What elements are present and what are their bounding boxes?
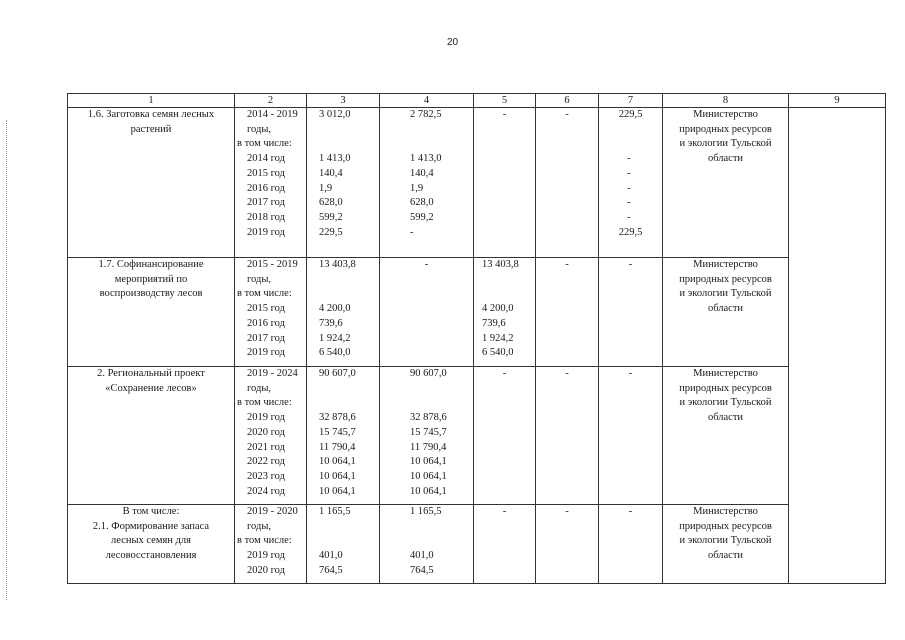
year-label: 2019 год <box>247 550 285 562</box>
col4-value: 1 413,0 <box>410 153 442 165</box>
col3-cell <box>307 505 380 584</box>
col4-value: 11 790,4 <box>410 441 447 453</box>
col3-value: 739,6 <box>319 317 343 329</box>
col7-value: - <box>627 153 631 165</box>
year-label: 2019 год <box>247 412 285 424</box>
period-cell <box>235 258 307 367</box>
col3-value: 401,0 <box>319 550 343 562</box>
period-cell <box>235 108 307 258</box>
col9-cell <box>789 108 886 584</box>
period-line: в том числе: <box>237 535 292 547</box>
activity-name-line: воспроизводству лесов <box>99 288 203 300</box>
col3-value: 10 064,1 <box>319 470 356 482</box>
year-label: 2016 год <box>247 317 285 329</box>
col7-total: 229,5 <box>618 109 643 120</box>
activity-name-line: 2. Региональный проект <box>97 368 205 379</box>
year-label: 2020 год <box>247 426 285 438</box>
col4-value: 15 745,7 <box>410 426 447 438</box>
col3-value: 1 924,2 <box>319 332 351 344</box>
header-row <box>68 94 886 108</box>
executor-cell <box>663 258 789 367</box>
col3-value: 764,5 <box>319 564 343 576</box>
executor-line: и экологии Тульской <box>679 138 772 150</box>
col4-cell <box>380 505 474 584</box>
col3-value: 32 878,6 <box>319 412 356 424</box>
period-cell <box>235 367 307 505</box>
year-label: 2017 год <box>247 197 285 209</box>
col3-value: 628,0 <box>319 197 343 209</box>
executor-line: и экологии Тульской <box>679 288 772 300</box>
executor-cell <box>663 108 789 258</box>
col6-cell <box>536 505 599 584</box>
col4-cell <box>380 367 474 505</box>
col7-value: 229,5 <box>618 226 643 238</box>
period-line: годы, <box>247 123 272 135</box>
activity-name-line: лесовосстановления <box>105 550 197 562</box>
col7-total: - <box>628 506 633 517</box>
column-header-8: 8 <box>663 94 789 108</box>
col4-value: 140,4 <box>410 167 434 179</box>
col4-value: 10 064,1 <box>410 456 447 468</box>
col5-value: 1 924,2 <box>482 332 514 344</box>
activity-name-cell <box>68 505 235 584</box>
col7-cell <box>599 505 663 584</box>
executor-line: области <box>707 550 744 562</box>
period-line: годы, <box>247 382 272 394</box>
col5-cell <box>474 367 536 505</box>
executor-line: природных ресурсов <box>679 273 772 285</box>
col7-value: - <box>627 182 631 194</box>
col3-total: 13 403,8 <box>319 259 356 270</box>
executor-line: области <box>707 412 744 424</box>
year-label: 2015 год <box>247 303 285 315</box>
column-header-9: 9 <box>789 94 886 108</box>
col4-value: 764,5 <box>410 564 434 576</box>
col3-value: 10 064,1 <box>319 485 356 497</box>
col4-value: 10 064,1 <box>410 470 447 482</box>
col3-value: 1,9 <box>319 182 333 194</box>
executor-line: и экологии Тульской <box>679 397 772 409</box>
col6-cell <box>536 108 599 258</box>
year-label: 2017 год <box>247 332 285 344</box>
col3-value: 11 790,4 <box>319 441 356 453</box>
activity-name-cell <box>68 367 235 505</box>
activity-name-cell <box>68 258 235 367</box>
col5-total: - <box>502 109 507 120</box>
executor-line: области <box>707 153 744 165</box>
col4-total: - <box>424 259 429 270</box>
col5-value: 6 540,0 <box>482 347 514 359</box>
column-header-5: 5 <box>474 94 536 108</box>
executor-line: Министерство <box>693 368 758 379</box>
col5-cell <box>474 505 536 584</box>
year-label: 2024 год <box>247 485 285 497</box>
col4-total: 90 607,0 <box>410 368 447 379</box>
col3-value: 6 540,0 <box>319 347 351 359</box>
col7-cell <box>599 367 663 505</box>
col3-total: 3 012,0 <box>319 109 351 120</box>
col7-total: - <box>628 259 633 270</box>
executor-line: Министерство <box>693 259 758 270</box>
column-header-6: 6 <box>536 94 599 108</box>
table-row <box>68 367 886 505</box>
col5-total: 13 403,8 <box>482 259 519 270</box>
activity-name-line: «Сохранение лесов» <box>105 382 197 394</box>
col7-value: - <box>627 167 631 179</box>
col5-total: - <box>502 506 507 517</box>
column-header-2: 2 <box>235 94 307 108</box>
col4-value: 628,0 <box>410 197 434 209</box>
col3-total: 1 165,5 <box>319 506 351 517</box>
col5-value: 4 200,0 <box>482 303 514 315</box>
year-label: 2016 год <box>247 182 285 194</box>
col3-cell <box>307 108 380 258</box>
page-number: 20 <box>446 37 459 48</box>
budget-table <box>67 93 886 584</box>
executor-line: и экологии Тульской <box>679 535 772 547</box>
col6-total: - <box>565 506 569 517</box>
period-line: 2019 - 2020 <box>247 506 298 517</box>
col3-value: 229,5 <box>319 226 343 238</box>
executor-line: природных ресурсов <box>679 382 772 394</box>
period-line: годы, <box>247 520 272 532</box>
period-line: в том числе: <box>237 138 292 150</box>
executor-line: области <box>707 303 744 315</box>
col6-cell <box>536 258 599 367</box>
year-label: 2019 год <box>247 347 285 359</box>
col7-cell <box>599 258 663 367</box>
col3-value: 140,4 <box>319 167 343 179</box>
col7-cell <box>599 108 663 258</box>
period-line: 2014 - 2019 <box>247 109 298 120</box>
col5-cell <box>474 108 536 258</box>
column-header-4: 4 <box>380 94 474 108</box>
executor-line: природных ресурсов <box>679 123 772 135</box>
column-header-7: 7 <box>599 94 663 108</box>
col6-total: - <box>565 368 569 379</box>
col3-value: 4 200,0 <box>319 303 351 315</box>
col4-value: 401,0 <box>410 550 434 562</box>
period-line: в том числе: <box>237 397 292 409</box>
period-line: годы, <box>247 273 272 285</box>
col4-value: - <box>410 226 414 238</box>
activity-name-line: 2.1. Формирование запаса <box>92 520 210 532</box>
col6-cell <box>536 367 599 505</box>
table-row <box>68 258 886 367</box>
year-label: 2019 год <box>247 226 285 238</box>
column-header-1: 1 <box>68 94 235 108</box>
col5-total: - <box>502 368 507 379</box>
activity-name-line: 1.6. Заготовка семян лесных <box>87 109 215 120</box>
activity-name-line: мероприятий по <box>114 273 188 285</box>
col3-value: 1 413,0 <box>319 153 351 165</box>
col5-value: 739,6 <box>482 317 506 329</box>
executor-cell <box>663 367 789 505</box>
year-label: 2018 год <box>247 211 285 223</box>
year-label: 2021 год <box>247 441 285 453</box>
col6-total: - <box>565 109 569 120</box>
activity-name-line: растений <box>130 123 172 135</box>
col7-value: - <box>627 211 631 223</box>
period-cell <box>235 505 307 584</box>
activity-name-line: лесных семян для <box>111 535 191 547</box>
activity-name-line: 1.7. Софинансирование <box>98 259 204 270</box>
period-line: в том числе: <box>237 288 292 300</box>
period-line: 2015 - 2019 <box>247 259 298 270</box>
year-label: 2023 год <box>247 470 285 482</box>
binding-marks <box>6 120 9 600</box>
executor-line: Министерство <box>693 109 758 120</box>
col4-value: 10 064,1 <box>410 485 447 497</box>
activity-name-cell <box>68 108 235 258</box>
col7-total: - <box>628 368 633 379</box>
col3-value: 15 745,7 <box>319 426 356 438</box>
column-header-3: 3 <box>307 94 380 108</box>
table-body <box>68 94 886 584</box>
table-row <box>68 505 886 584</box>
col7-value: - <box>627 197 631 209</box>
year-label: 2014 год <box>247 153 285 165</box>
col3-total: 90 607,0 <box>319 368 356 379</box>
col3-value: 599,2 <box>319 211 343 223</box>
col4-value: 32 878,6 <box>410 412 447 424</box>
col4-total: 1 165,5 <box>410 506 442 517</box>
col3-value: 10 064,1 <box>319 456 356 468</box>
executor-line: Министерство <box>693 506 758 517</box>
period-line: 2019 - 2024 <box>247 368 298 379</box>
table-row <box>68 108 886 258</box>
col4-cell <box>380 108 474 258</box>
activity-name-line: В том числе: <box>122 506 180 517</box>
col6-total: - <box>565 259 569 270</box>
col3-cell <box>307 367 380 505</box>
col3-cell <box>307 258 380 367</box>
year-label: 2020 год <box>247 564 285 576</box>
year-label: 2015 год <box>247 167 285 179</box>
col4-value: 1,9 <box>410 182 424 194</box>
executor-cell <box>663 505 789 584</box>
col4-value: 599,2 <box>410 211 434 223</box>
col4-cell <box>380 258 474 367</box>
year-label: 2022 год <box>247 456 285 468</box>
col4-total: 2 782,5 <box>410 109 442 120</box>
executor-line: природных ресурсов <box>679 520 772 532</box>
col5-cell <box>474 258 536 367</box>
